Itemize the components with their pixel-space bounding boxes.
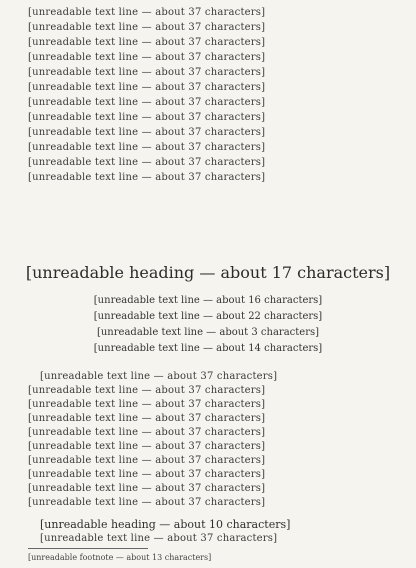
affiliation: [unreadable text line — about 14 characters] [93, 343, 323, 354]
section-heading: [unreadable heading — about 10 characters] [40, 518, 291, 531]
text-line: [unreadable text line — about 37 characters] [40, 533, 278, 544]
text-line: [unreadable text line — about 37 characters] [28, 413, 266, 424]
article-title: [unreadable heading — about 17 characters] [25, 263, 391, 282]
text-line: [unreadable text line — about 37 characters] [28, 455, 266, 466]
text-line: [unreadable text line — about 37 characters] [28, 52, 266, 63]
text-line: [unreadable text line — about 37 characters] [28, 157, 266, 168]
author: [unreadable text line — about 3 characters] [96, 327, 320, 338]
text-line: [unreadable text line — about 37 characters] [40, 371, 278, 382]
text-line: [unreadable text line — about 37 characters] [28, 427, 266, 438]
text-line: [unreadable text line — about 37 characters] [28, 399, 266, 410]
authors: [unreadable text line — about 16 characters] [93, 295, 323, 306]
text-line: [unreadable text line — about 37 characters] [28, 142, 266, 153]
text-line: [unreadable text line — about 37 characters] [28, 441, 266, 452]
text-line: [unreadable text line — about 37 characters] [28, 7, 266, 18]
text-line: [unreadable text line — about 37 characters] [28, 385, 266, 396]
text-line: [unreadable text line — about 37 characters] [28, 82, 266, 93]
text-line: [unreadable text line — about 37 characters] [28, 112, 266, 123]
text-line: [unreadable text line — about 37 characters] [28, 22, 266, 33]
text-line: [unreadable text line — about 37 characters] [28, 37, 266, 48]
text-line: [unreadable text line — about 37 characters] [28, 497, 266, 508]
footnote-divider [28, 548, 148, 549]
text-line: [unreadable text line — about 37 characters] [28, 97, 266, 108]
text-line: [unreadable text line — about 37 characters] [28, 67, 266, 78]
affiliation: [unreadable text line — about 22 characters] [93, 311, 323, 322]
footnote: [unreadable footnote — about 13 characters] [28, 553, 212, 562]
text-line: [unreadable text line — about 37 characters] [28, 172, 266, 183]
text-line: [unreadable text line — about 37 characters] [28, 483, 266, 494]
text-line: [unreadable text line — about 37 characters] [28, 127, 266, 138]
text-line: [unreadable text line — about 37 characters] [28, 469, 266, 480]
